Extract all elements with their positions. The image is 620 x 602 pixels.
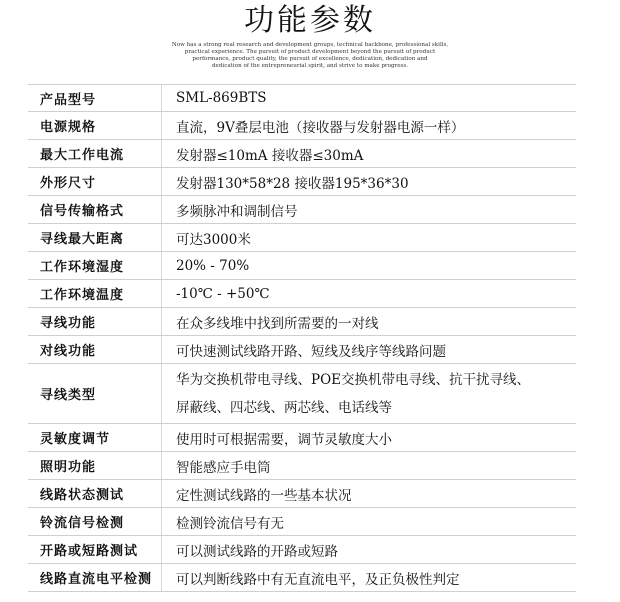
spec-row (28, 452, 576, 480)
spec-label: 开路或短路测试 (40, 544, 139, 559)
spec-row (28, 424, 576, 452)
spec-row (28, 480, 576, 508)
spec-row (28, 168, 576, 196)
subtitle (120, 42, 500, 70)
spec-row (28, 364, 576, 424)
spec-label: 最大工作电流 (40, 148, 125, 163)
spec-value: 多频脉冲和调制信号 (161, 196, 576, 223)
spec-value: 发射器≤10mA 接收器≤30mA (161, 140, 576, 167)
spec-value-line: 华为交换机带电寻线、POE交换机带电寻线、抗干扰寻线、 (176, 371, 531, 388)
spec-value: 可以判断线路中有无直流电平，及正负极性判定 (161, 564, 576, 591)
spec-row (28, 308, 576, 336)
spec-value: 定性测试线路的一些基本状况 (161, 480, 576, 507)
spec-row (28, 252, 576, 280)
spec-label: 寻线类型 (40, 388, 97, 403)
spec-label: 电源规格 (40, 120, 97, 135)
spec-row (28, 196, 576, 224)
spec-label: 线路状态测试 (40, 488, 125, 503)
spec-label: 线路直流电平检测 (40, 572, 153, 587)
spec-label: 寻线最大距离 (40, 232, 125, 247)
spec-value: 发射器130*58*28 接收器195*36*30 (161, 168, 576, 195)
spec-value (161, 364, 576, 423)
spec-row (28, 536, 576, 564)
spec-label: 工作环境湿度 (40, 260, 125, 275)
spec-value: 可以测试线路的开路或短路 (161, 536, 576, 563)
spec-label: 寻线功能 (40, 316, 97, 331)
spec-row (28, 140, 576, 168)
spec-label: 照明功能 (40, 460, 97, 475)
spec-value: -10℃ - +50℃ (161, 280, 576, 307)
spec-value: 20% - 70% (161, 252, 576, 279)
spec-label: 产品型号 (40, 92, 97, 108)
spec-label: 外形尺寸 (40, 176, 97, 191)
spec-row (28, 224, 576, 252)
spec-row (28, 508, 576, 536)
subtitle-line: dedication of the entrepreneurial spirit, and strive to make progress. (211, 63, 409, 69)
spec-label: 工作环境温度 (40, 288, 125, 303)
spec-label: 灵敏度调节 (40, 432, 111, 447)
spec-label: 信号传输格式 (40, 204, 125, 219)
spec-value: SML-869BTS (161, 85, 576, 111)
spec-value: 智能感应手电筒 (161, 452, 576, 479)
spec-label: 对线功能 (40, 344, 97, 359)
spec-value: 检测铃流信号有无 (161, 508, 576, 535)
spec-row (28, 84, 576, 112)
spec-value: 直流，9V叠层电池（接收器与发射器电源一样） (161, 112, 576, 139)
subtitle-line: practical experience. The pursuit of product development beyond the pursuit of product (184, 49, 436, 55)
subtitle-line: performance, product quality, the pursuit of excellence, dedication, dedication and (192, 56, 428, 62)
spec-value: 可达3000米 (161, 224, 576, 251)
subtitle-line: Now has a strong real research and development groups, technical backbone, professional skills, (171, 42, 449, 48)
spec-label: 铃流信号检测 (40, 516, 125, 531)
spec-value-line: 屏蔽线、四芯线、两芯线、电话线等 (176, 399, 392, 416)
spec-table (28, 84, 576, 592)
spec-value: 使用时可根据需要，调节灵敏度大小 (161, 424, 576, 451)
spec-value: 在众多线堆中找到所需要的一对线 (161, 308, 576, 335)
spec-row (28, 112, 576, 140)
spec-row (28, 280, 576, 308)
page-title: 功能参数 (244, 3, 376, 38)
spec-row (28, 564, 576, 592)
spec-row (28, 336, 576, 364)
spec-value: 可快速测试线路开路、短线及线序等线路问题 (161, 336, 576, 363)
